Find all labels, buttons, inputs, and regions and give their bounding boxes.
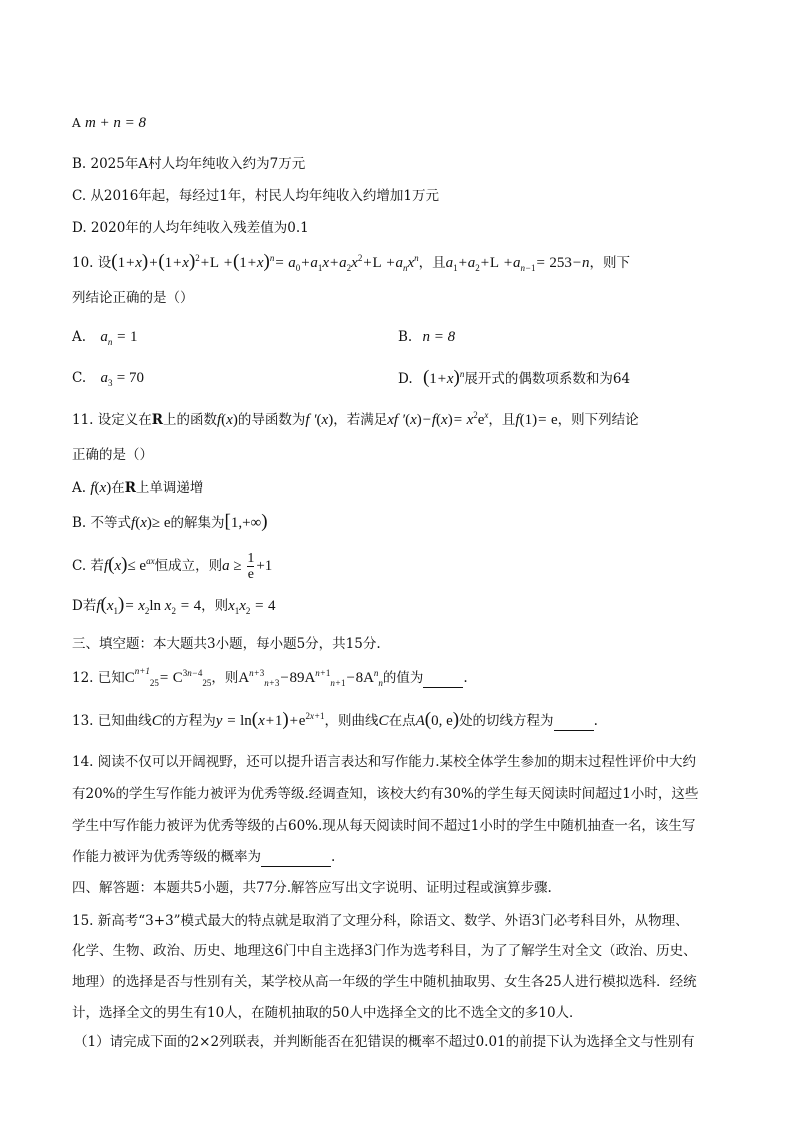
q11-option-b-text: 的解集为 <box>170 515 225 531</box>
q15-line2: 化学、生物、政治、历史、地理这6门中自主选择3门作为选考科目，为了了解学生对全文（政治、历史、 <box>72 943 697 959</box>
q13-answer-blank[interactable] <box>554 716 594 731</box>
section-answer-heading: 四、解答题：本题共5小题，共77分.解答应写出文字说明、证明过程或演算步骤. <box>72 880 552 896</box>
q11-real-set: R <box>151 412 163 428</box>
q11-option-d <box>72 595 276 616</box>
q10-option-c-label: C. <box>72 370 87 386</box>
q9-option-c: C. 从2016年起，每经过1年，村民人均年纯收入约增加1万元 <box>72 188 439 204</box>
q9-option-d: D. 2020年的人均年纯收入残差值为0.1 <box>72 220 309 236</box>
q12-answer-blank[interactable] <box>423 673 463 688</box>
q9-option-a <box>72 113 146 133</box>
q15-line4: 计，选择全文的男生有10人，在随机抽取的50人中选择全文的比不选全文的多10人． <box>72 1005 583 1021</box>
q14-answer-blank[interactable] <box>261 852 331 867</box>
q10-option-a-math: $a_n = 1$ <box>100 329 138 347</box>
q14-line3: 学生中写作能力被评为优秀等级的占60%.现从每天阅读时间不超过1小时的学生中随机抽查一名，该生写 <box>72 818 696 834</box>
q10-stem-line2: 列结论正确的是（） <box>72 290 194 306</box>
q11-option-b-ineq: f(x)≥ e <box>131 515 171 531</box>
q10-stem <box>72 252 630 273</box>
q10-option-b <box>398 327 455 347</box>
q10-stem-prefix: 10. 设 <box>72 255 112 271</box>
q13-prefix: 13. 已知曲线 <box>72 713 152 729</box>
q11-option-d-label: D若 <box>72 598 97 614</box>
q10-option-c-math: = 70 <box>116 370 144 386</box>
q10-option-d-label: D. <box>398 371 413 387</box>
q12: 12. 已知$C^{n+1}_{25}= C^{3n-4}_{25}$，则$A^{n+3}_{n+3}-89A^{n+1}_{n+1}-8A^n_n$的值为 . <box>72 666 468 688</box>
q12-mid: ，则 <box>211 670 239 686</box>
q15-part1: （1）请完成下面的2×2列联表，并判断能否在犯错误的概率不超过0.01的前提下认为选择全文与性别有 <box>74 1034 695 1050</box>
q10-option-c <box>72 368 144 388</box>
q14-line4: 作能力被评为优秀等级的概率为 . <box>72 849 336 865</box>
q13-text-c: 在点 <box>388 713 416 729</box>
q10-option-b-math: n = 8 <box>422 329 456 345</box>
q11-option-b-interval: [1,+∞) <box>224 511 268 532</box>
q11-stem-b: 的导函数为 <box>237 412 306 428</box>
q10-stem-end: ，则下 <box>589 255 631 271</box>
q12-end: 的值为 <box>382 670 424 686</box>
q11-option-c <box>72 548 272 583</box>
q11-option-d-condition: $f(x_1)= x_2\ln$ $x_2 = 4$ <box>96 594 202 616</box>
q11-option-a-fx: f(x) <box>90 480 112 496</box>
q11-option-a: A. f(x)在R上单调递增 <box>72 480 204 496</box>
q9-option-a-math: m + n = 8 <box>84 115 147 131</box>
q10-condition-formula: $a_1+a_2+L +a_{n-1}= 253-n$ <box>445 255 590 273</box>
q11-option-b-label: B. 不等式 <box>72 515 132 531</box>
q9-option-a-label: A <box>72 116 81 130</box>
q10-option-c-var: $a_3$ <box>100 370 113 388</box>
q10-expansion-formula: $(1+x)+(1+x)^2+L +(1+x)^n= a_0+a_1x+a_2x^2+L +a_nx^n$ <box>111 251 419 273</box>
q13-end: 处的切线方程为 <box>459 713 554 729</box>
q14-line4-text: 作能力被评为优秀等级的概率为 <box>72 849 261 865</box>
q11-fx: f(x) <box>217 412 238 428</box>
q12-prefix: 12. 已知 <box>72 670 125 686</box>
q15-line3: 地理）的选择是否与性别有关，某学校从高一年级的学生中随机抽取男、女生各25人进行模拟选科．经统 <box>72 974 697 990</box>
q12-permutation-expr: $A^{n+3}_{n+3}-89A^{n+1}_{n+1}-8A^n_n$ <box>238 668 383 688</box>
q11-option-d-result: $x_1x_2 = 4$ <box>228 598 276 616</box>
q10-option-d-text: 展开式的偶数项系数和为64 <box>464 371 631 387</box>
q10-option-b-label: B. <box>398 329 413 345</box>
q13-curve-equation: $y = \ln(x+1)+e^{2x+1}$ <box>215 709 325 730</box>
q14-line2: 有20%的学生写作能力被评为优秀等级.经调查知，该校大约有30%的学生每天阅读时间超过1小时，这些 <box>72 786 699 802</box>
q10-stem-mid: ，且 <box>418 255 446 271</box>
q11-option-c-ineq: $f(x)\le e^{ax}$ <box>103 554 155 575</box>
q13-text-a: 的方程为 <box>161 713 216 729</box>
q13-text-b: ，则曲线 <box>324 713 379 729</box>
q10-option-d <box>398 368 630 389</box>
q10-option-d-math: $(1+x)^n$ <box>422 367 465 388</box>
q11-option-d-text: ，则 <box>201 598 229 614</box>
q11-equation: xf $'(x)-f(x)= x^2e^x$ <box>387 410 489 428</box>
section-fill-in-heading: 三、填空题：本大题共3小题，每小题5分，共15分. <box>72 636 381 652</box>
q11-stem-e: ，则下列结论 <box>557 412 639 428</box>
q11-option-a-real-set: R <box>124 480 136 496</box>
q11-option-c-label: C. 若 <box>72 558 104 574</box>
q11-stem-line2: 正确的是（） <box>72 447 153 463</box>
q11-option-b <box>72 512 268 533</box>
q13-point: A(0, e) <box>415 709 460 730</box>
q11-stem-a: 上的函数 <box>163 412 217 428</box>
q11-initial: f(1)= e <box>515 412 558 428</box>
q14-line1: 14. 阅读不仅可以开阔视野，还可以提升语言表达和写作能力.某校全体学生参加的期末过程性评价中大约 <box>72 754 697 770</box>
q10-option-a-label: A. <box>72 329 87 345</box>
q12-combination-eq: $C^{n+1}_{25}= C^{3n-4}_{25}$ <box>124 666 212 688</box>
q11-stem <box>72 410 639 430</box>
q11-option-a-text: 上单调递增 <box>135 480 204 496</box>
q11-option-c-text: 恒成立，则 <box>154 558 223 574</box>
q13-curve-c: C <box>151 713 162 729</box>
q11-stem-c: ，若满足 <box>333 412 388 428</box>
q11-stem-d: ，且 <box>488 412 516 428</box>
q10-option-a <box>72 327 137 347</box>
q11-fprime: f ′(x) <box>305 412 334 428</box>
q13: 13. 已知曲线C的方程为$y = \ln(x+1)+e^{2x+1}$，则曲线C在点A(0, e)处的切线方程为 . <box>72 709 598 730</box>
q11-option-a-label: A. <box>72 480 87 496</box>
q13-curve-c-2: C <box>378 713 389 729</box>
q9-option-b: B. 2025年A村人均年纯收入约为7万元 <box>72 156 306 172</box>
q15-line1: 15. 新高考“3+3”模式最大的特点就是取消了文理分科，除语文、数学、外语3门必考科目外，从物理、 <box>72 913 689 929</box>
q11-stem-prefix: 11. 设定义在 <box>72 412 152 428</box>
q11-option-c-result: a ≥ $\frac{1}{e}$ +1 <box>222 551 273 583</box>
